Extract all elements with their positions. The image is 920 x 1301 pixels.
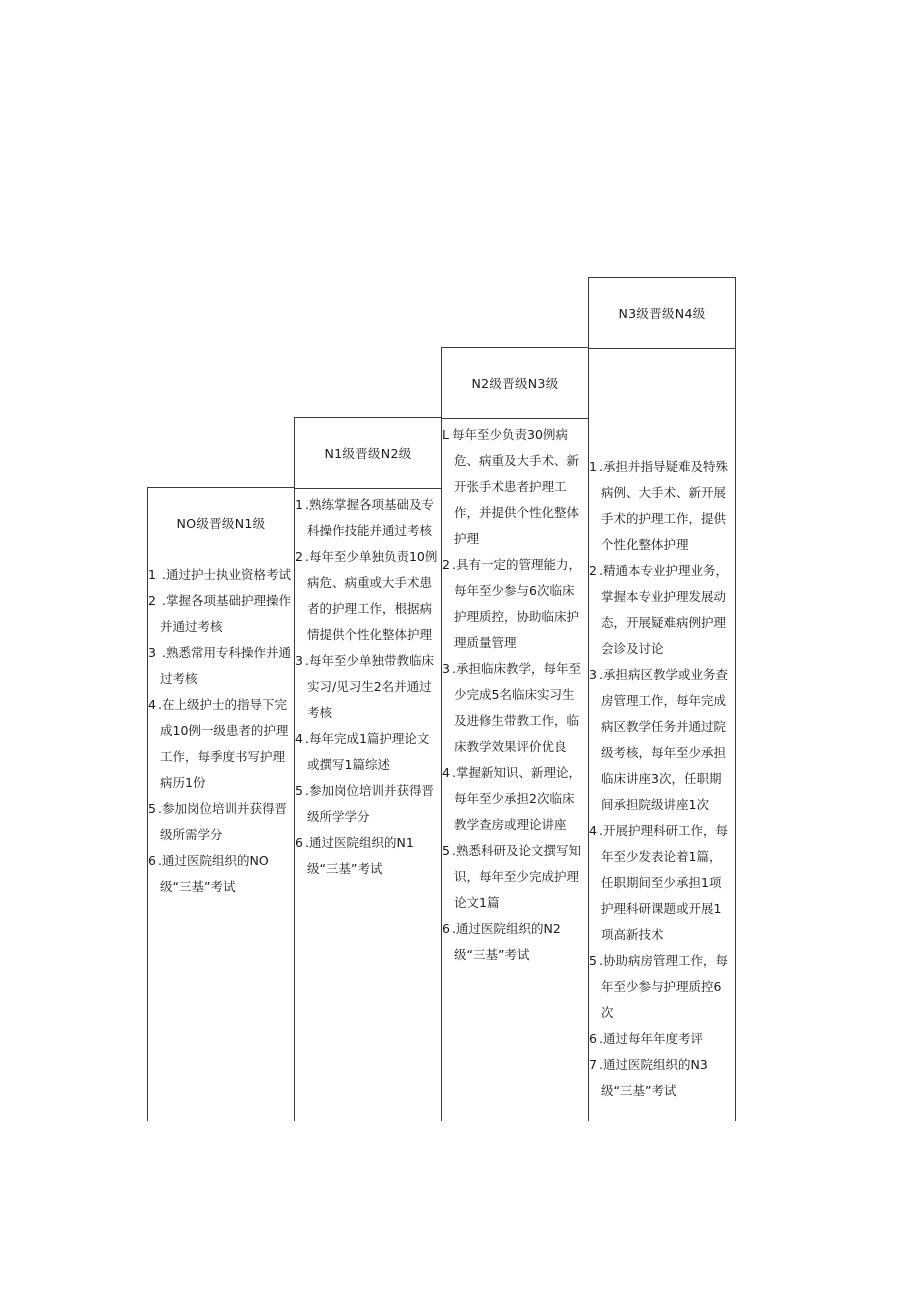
list-item: 7 .通过医院组织的N3级“三基”考试 — [589, 1057, 708, 1098]
list-item: 4 .每年完成1篇护理论文或撰写1篇综述 — [295, 731, 430, 772]
header-divider — [441, 418, 589, 419]
requirement-list — [295, 492, 441, 882]
column-title: N2级晋级N3级 — [471, 376, 559, 391]
list-item: 4 .掌握新知识、新理论，每年至少承担2次临床教学查房或理论讲座 — [442, 765, 581, 832]
header-divider — [588, 348, 736, 349]
list-item: L 每年至少负责30例病危、病重及大手术、新开张手术患者护理工作，并提供个性化整体护理 — [442, 427, 580, 546]
list-item: 2 .具有一定的管理能力，每年至少参与6次临床护理质控，协助临床护理质量管理 — [442, 557, 581, 650]
column-title: N1级晋级N2级 — [324, 446, 412, 461]
column-title: N3级晋级N4级 — [618, 306, 706, 321]
list-item: 6 .通过医院组织的N2级“三基”考试 — [442, 921, 561, 962]
list-item: 5 .协助病房管理工作，每年至少参与护理质控6次 — [589, 953, 728, 1020]
column-n0-n1 — [147, 487, 294, 1121]
list-item: 3 .承担临床教学，每年至少完成5名临床实习生及进修生带教工作，临床教学效果评价优良 — [442, 661, 581, 754]
list-item: 6 .通过医院组织的NO级“三基”考试 — [148, 853, 269, 894]
list-item: 3 .熟悉常用专科操作并通过考核 — [148, 645, 291, 686]
list-item: 6 .通过每年年度考评 — [589, 1031, 703, 1046]
list-item: 4 .在上级护士的指导下完成10例一级患者的护理工作，每季度书写护理病历1份 — [148, 697, 289, 790]
header-divider — [294, 488, 442, 489]
list-item: 5 .熟悉科研及论文撰写知识，每年至少完成护理论文1篇 — [442, 843, 581, 910]
list-item: 2 .精通本专业护理业务，掌握本专业护理发展动态，开展疑难病例护理会诊及讨论 — [589, 563, 728, 656]
list-item: 4 .开展护理科研工作，每年至少发表论着1篇，任职期间至少承担1项护理科研课题或开展1项高新技术 — [589, 823, 728, 942]
list-item: 1 .熟练掌握各项基础及专科操作技能并通过考核 — [295, 497, 434, 538]
requirement-list — [589, 454, 735, 1104]
column-n3-n4 — [588, 277, 736, 1121]
list-item: 5 .参加岗位培训并获得晋级所学学分 — [295, 783, 434, 824]
list-item: 5 .参加岗位培训并获得晋级所需学分 — [148, 801, 287, 842]
requirement-list — [442, 422, 588, 968]
list-item: 6 .通过医院组织的N1级“三基”考试 — [295, 835, 414, 876]
requirement-list — [148, 562, 294, 900]
list-item: 1 .承担并指导疑难及特殊病例、大手术、新开展手术的护理工作，提供个性化整体护理 — [589, 459, 728, 552]
column-title: NO级晋级N1级 — [176, 516, 266, 531]
list-item: 1 .通过护士执业资格考试 — [148, 567, 291, 582]
column-n1-n2 — [294, 417, 441, 1121]
list-item: 3 .每年至少单独带教临床实习/见习生2名并通过考核 — [295, 653, 434, 720]
column-n2-n3 — [441, 347, 588, 1121]
list-item: 3 .承担病区教学或业务查房管理工作，每年完成病区教学任务并通过院级考核，每年至少承担临床讲座3次，任职期间承担院级讲座1次 — [589, 667, 728, 812]
list-item: 2 .每年至少单独负责10例病危、病重或大手术患者的护理工作，根据病情提供个性化整体护理 — [295, 549, 438, 642]
list-item: 2 .掌握各项基础护理操作并通过考核 — [148, 593, 291, 634]
